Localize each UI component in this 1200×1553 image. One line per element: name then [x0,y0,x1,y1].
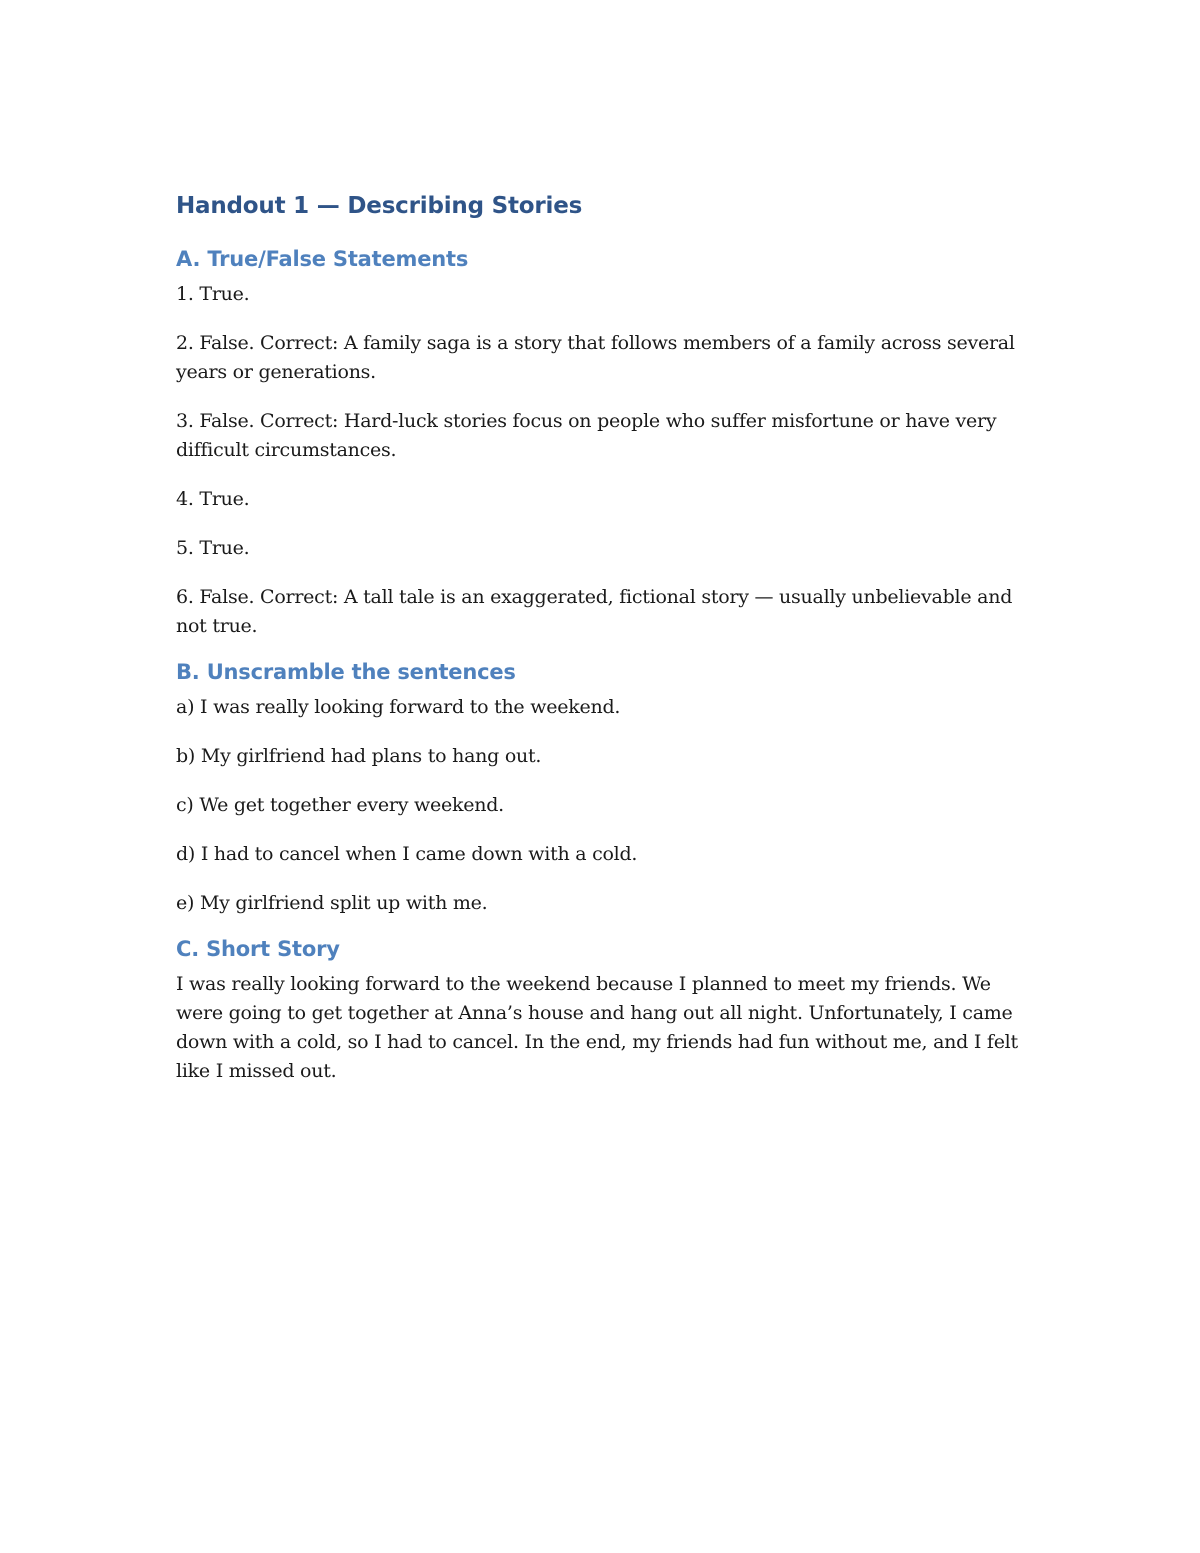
document-body [176,190,1036,1086]
answer-item-5: 5. True. [176,537,250,559]
sentence-item-b: b) My girlfriend had plans to hang out. [176,745,542,767]
answer-item-2: 2. False. Correct: A family saga is a story that follows members of a family across several years or generations. [176,332,1015,383]
section-unscramble [176,657,1036,918]
sentence-item-c: c) We get together every weekend. [176,794,504,816]
section-heading-unscramble: B. Unscramble the sentences [176,660,516,684]
answer-item-4: 4. True. [176,488,250,510]
section-true-false [176,244,1036,641]
sentence-item-d: d) I had to cancel when I came down with a cold. [176,843,638,865]
sentence-item-e: e) My girlfriend split up with me. [176,892,488,914]
sentence-item-a: a) I was really looking forward to the weekend. [176,696,621,718]
answer-item-1: 1. True. [176,283,250,305]
short-story-text: I was really looking forward to the weekend because I planned to meet my friends. We were going to get together at Anna’s house and hang out all night. Unfortunately, I came down with a cold, so I had to cancel. In the end, my friends had fun without me, and I felt like I missed out. [176,973,1018,1082]
section-short-story [176,934,1036,1086]
section-heading-short-story: C. Short Story [176,937,340,961]
document-title: Handout 1 — Describing Stories [176,193,583,219]
answer-item-6: 6. False. Correct: A tall tale is an exaggerated, fictional story — usually unbelievable and not true. [176,586,1013,637]
section-heading-true-false: A. True/False Statements [176,247,469,271]
answer-item-3: 3. False. Correct: Hard-luck stories focus on people who suffer misfortune or have very difficult circumstances. [176,410,997,461]
